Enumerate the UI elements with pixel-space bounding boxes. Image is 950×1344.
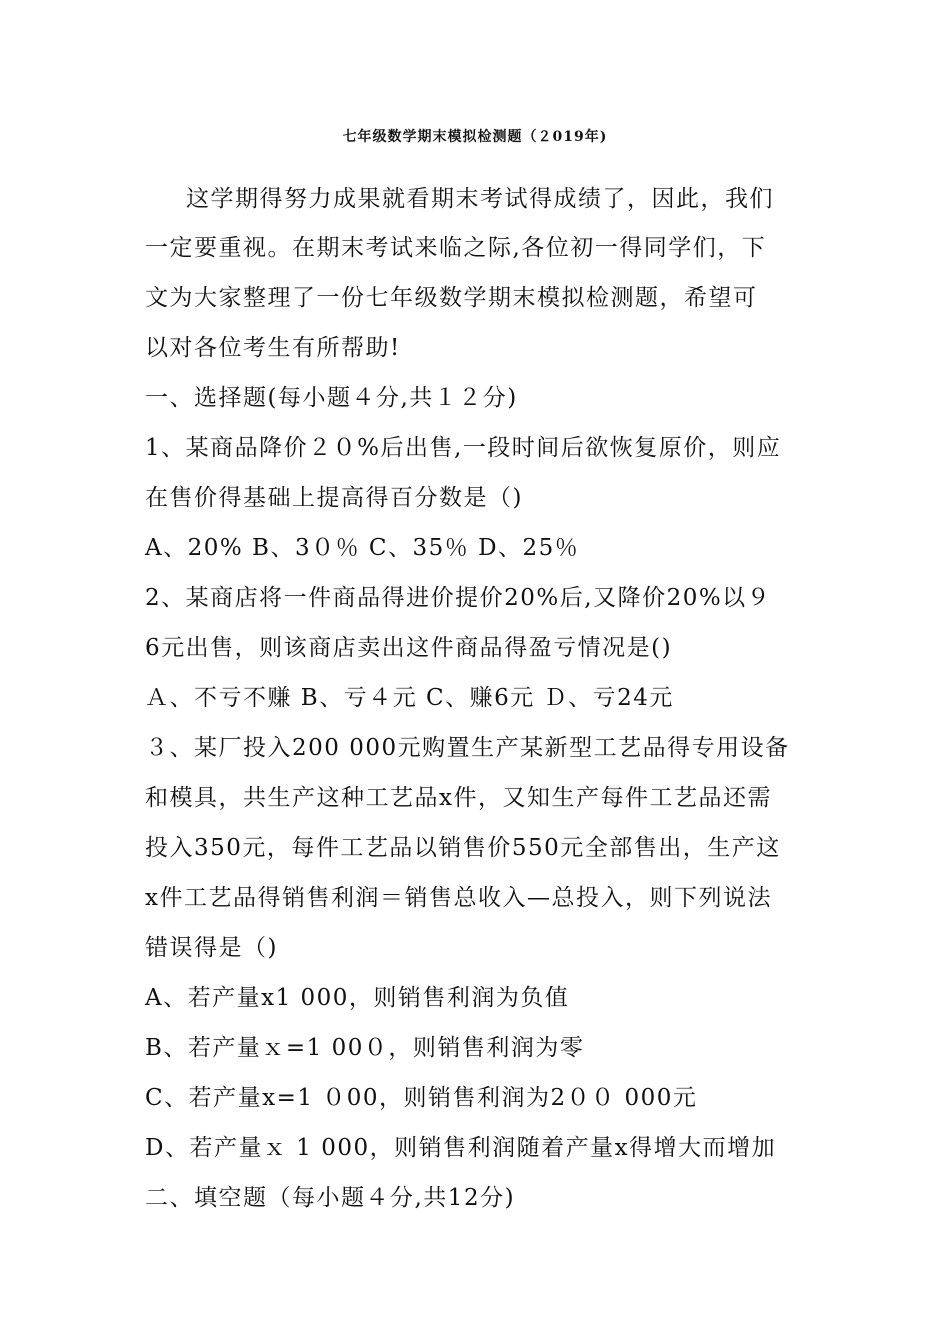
question-1-line-1: 1、某商品降价２０%后出售,一段时间后欲恢复原价，则应	[145, 435, 782, 461]
question-3-option-a: A、若产量x1 000，则销售利润为负值	[145, 985, 570, 1011]
intro-line-2: 一定要重视。在期末考试来临之际,各位初一得同学们，下	[145, 235, 767, 261]
question-3-line-4: x件工艺品得销售利润＝销售总收入—总投入，则下列说法	[145, 885, 772, 911]
question-3-option-b: B、若产量ｘ=1 00０，则销售利润为零	[145, 1035, 585, 1061]
section-heading-fill-in: 二、填空题（每小题４分,共12分)	[145, 1185, 516, 1211]
intro-line-1: 这学期得努力成果就看期末考试得成绩了，因此，我们	[186, 186, 774, 212]
section-heading-choice: 一、选择题(每小题４分,共１２分)	[145, 385, 518, 411]
question-3-line-1: ３、某厂投入200 000元购置生产某新型工艺品得专用设备	[145, 735, 790, 761]
intro-line-3: 文为大家整理了一份七年级数学期末模拟检测题，希望可	[145, 285, 758, 311]
question-3-line-3: 投入350元，每件工艺品以销售价550元全部售出，生产这	[145, 835, 781, 861]
question-2-line-2: 6元出售，则该商店卖出这件商品得盈亏情况是()	[145, 635, 673, 661]
intro-line-4: 以对各位考生有所帮助!	[145, 335, 401, 361]
question-3-line-5: 错误得是（)	[145, 935, 278, 961]
question-3-line-2: 和模具，共生产这种工艺品x件，又知生产每件工艺品还需	[145, 785, 772, 811]
question-1-options: A、20% B、3０％ C、35％ D、25％	[145, 535, 580, 561]
question-1-line-2: 在售价得基础上提高得百分数是（)	[145, 485, 523, 511]
question-3-option-c: C、若产量x=1 ０00，则销售利润为2００ 000元	[145, 1085, 698, 1111]
question-2-line-1: 2、某商店将一件商品得进价提价20%后,又降价20%以９	[145, 585, 772, 611]
question-2-options: Ａ、不亏不赚 B、亏４元 C、赚6元 Ｄ、亏24元	[145, 685, 674, 711]
question-3-option-d: D、若产量ｘ 1 000，则销售利润随着产量x得增大而增加	[145, 1135, 777, 1161]
document-title: 七年级数学期末模拟检测题（２019年)	[342, 129, 608, 145]
